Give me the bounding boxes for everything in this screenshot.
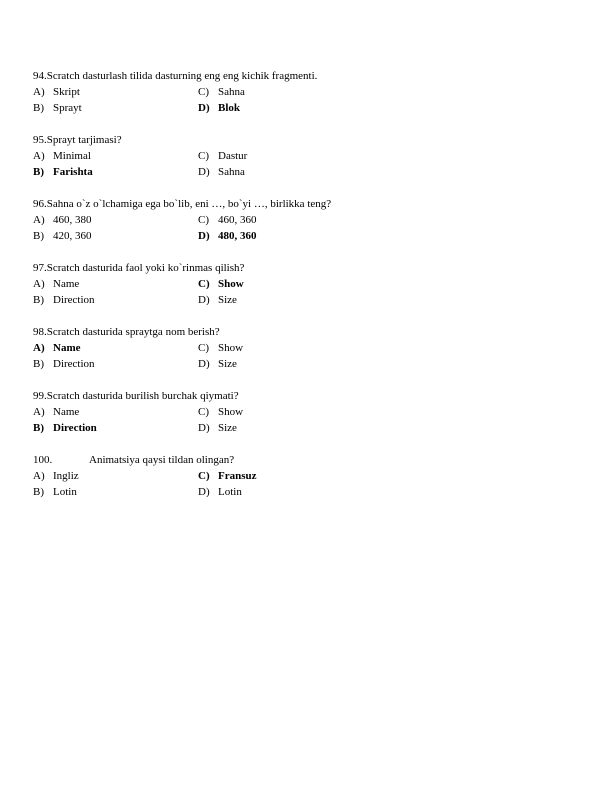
option-text: Blok	[218, 102, 241, 114]
question-line	[33, 452, 593, 468]
option-letter: B)	[33, 486, 44, 498]
option-letter: A)	[33, 470, 45, 482]
question-list	[33, 68, 593, 516]
option-letter: A)	[33, 278, 45, 290]
question-block	[33, 68, 593, 116]
question-text: Scratch dasturlash tilida dasturning eng eng kichik fragmenti.	[46, 70, 318, 82]
question-number: 97.	[33, 262, 47, 274]
option-letter: D)	[198, 102, 210, 114]
answer-option	[198, 100, 240, 116]
option-text: Skript	[53, 86, 80, 98]
answer-option	[198, 276, 244, 292]
option-letter: C)	[198, 278, 210, 290]
option-text: Size	[218, 294, 237, 306]
option-text: Sahna	[218, 166, 245, 178]
answer-option	[198, 356, 237, 372]
option-text: 460, 360	[218, 214, 257, 226]
answer-option	[33, 340, 198, 356]
option-text: Direction	[53, 358, 95, 370]
options-row	[33, 228, 593, 244]
question-block	[33, 324, 593, 372]
question-text: Scratch dasturida spraytga nom berish?	[46, 326, 220, 338]
question-number: 95.	[33, 134, 47, 146]
question-line	[33, 196, 593, 212]
answer-option	[198, 228, 257, 244]
answer-option	[33, 164, 198, 180]
option-letter: B)	[33, 230, 44, 242]
answer-option	[198, 420, 237, 436]
answer-option	[33, 84, 198, 100]
answer-option	[33, 276, 198, 292]
options-row	[33, 212, 593, 228]
option-letter: B)	[33, 422, 44, 434]
option-text: 420, 360	[53, 230, 92, 242]
answer-option	[33, 228, 198, 244]
option-text: Sprayt	[53, 102, 82, 114]
options-row	[33, 468, 593, 484]
question-text: Sprayt tarjimasi?	[46, 134, 122, 146]
answer-option	[33, 148, 198, 164]
option-letter: D)	[198, 486, 210, 498]
question-block	[33, 132, 593, 180]
option-text: Lotin	[218, 486, 242, 498]
option-letter: A)	[33, 342, 45, 354]
option-text: Lotin	[53, 486, 77, 498]
option-letter: D)	[198, 166, 210, 178]
option-letter: C)	[198, 470, 210, 482]
question-block	[33, 196, 593, 244]
option-text: Sahna	[218, 86, 245, 98]
option-text: Direction	[53, 294, 95, 306]
option-text: Size	[218, 358, 237, 370]
question-text: Sahna o`z o`lchamiga ega bo`lib, eni …, bo`yi …, birlikka teng?	[46, 198, 332, 210]
question-line	[33, 132, 593, 148]
answer-option	[33, 212, 198, 228]
answer-option	[33, 292, 198, 308]
question-block	[33, 260, 593, 308]
option-text: Size	[218, 422, 237, 434]
options-row	[33, 148, 593, 164]
question-line	[33, 388, 593, 404]
option-letter: D)	[198, 422, 210, 434]
option-text: Fransuz	[218, 470, 257, 482]
options-row	[33, 340, 593, 356]
question-line	[33, 260, 593, 276]
answer-option	[33, 404, 198, 420]
option-text: Show	[218, 406, 244, 418]
option-text: 460, 380	[53, 214, 92, 226]
option-letter: A)	[33, 406, 45, 418]
option-text: Direction	[53, 422, 97, 434]
option-letter: D)	[198, 358, 210, 370]
answer-option	[198, 468, 257, 484]
answer-option	[33, 420, 198, 436]
question-block	[33, 388, 593, 436]
answer-option	[198, 484, 242, 500]
question-line	[33, 68, 593, 84]
answer-option	[198, 84, 245, 100]
option-text: Name	[53, 342, 81, 354]
answer-option	[33, 100, 198, 116]
option-text: Show	[218, 278, 244, 290]
answer-option	[198, 292, 237, 308]
answer-option	[198, 148, 247, 164]
answer-option	[33, 484, 198, 500]
option-letter: D)	[198, 230, 210, 242]
answer-option	[198, 164, 245, 180]
option-letter: C)	[198, 86, 209, 98]
options-row	[33, 164, 593, 180]
option-letter: C)	[198, 150, 209, 162]
question-block	[33, 452, 593, 500]
option-letter: C)	[198, 342, 209, 354]
options-row	[33, 404, 593, 420]
option-letter: A)	[33, 150, 45, 162]
question-text: Scratch dasturida burilish burchak qiymati?	[46, 390, 239, 402]
options-row	[33, 484, 593, 500]
option-letter: A)	[33, 214, 45, 226]
option-letter: B)	[33, 358, 44, 370]
option-text: Ingliz	[53, 470, 79, 482]
options-row	[33, 84, 593, 100]
answer-option	[198, 212, 257, 228]
option-letter: C)	[198, 214, 209, 226]
question-number: 94.	[33, 70, 47, 82]
question-number: 98.	[33, 326, 47, 338]
question-number: 99.	[33, 390, 47, 402]
option-text: Dastur	[218, 150, 248, 162]
question-text: Animatsiya qaysi tildan olingan?	[89, 454, 235, 466]
option-text: Name	[53, 406, 80, 418]
option-text: Farishta	[53, 166, 93, 178]
answer-option	[198, 404, 243, 420]
question-line	[33, 324, 593, 340]
answer-option	[33, 468, 198, 484]
option-text: 480, 360	[218, 230, 257, 242]
options-row	[33, 276, 593, 292]
option-text: Name	[53, 278, 80, 290]
option-text: Show	[218, 342, 244, 354]
question-text: Scratch dasturida faol yoki ko`rinmas qilish?	[46, 262, 245, 274]
option-letter: A)	[33, 86, 45, 98]
question-number: 100.	[33, 454, 53, 466]
option-letter: D)	[198, 294, 210, 306]
option-letter: C)	[198, 406, 209, 418]
option-letter: B)	[33, 294, 44, 306]
options-row	[33, 420, 593, 436]
options-row	[33, 100, 593, 116]
option-text: Minimal	[53, 150, 91, 162]
option-letter: B)	[33, 102, 44, 114]
answer-option	[198, 340, 243, 356]
answer-option	[33, 356, 198, 372]
option-letter: B)	[33, 166, 44, 178]
question-number: 96.	[33, 198, 47, 210]
options-row	[33, 292, 593, 308]
options-row	[33, 356, 593, 372]
